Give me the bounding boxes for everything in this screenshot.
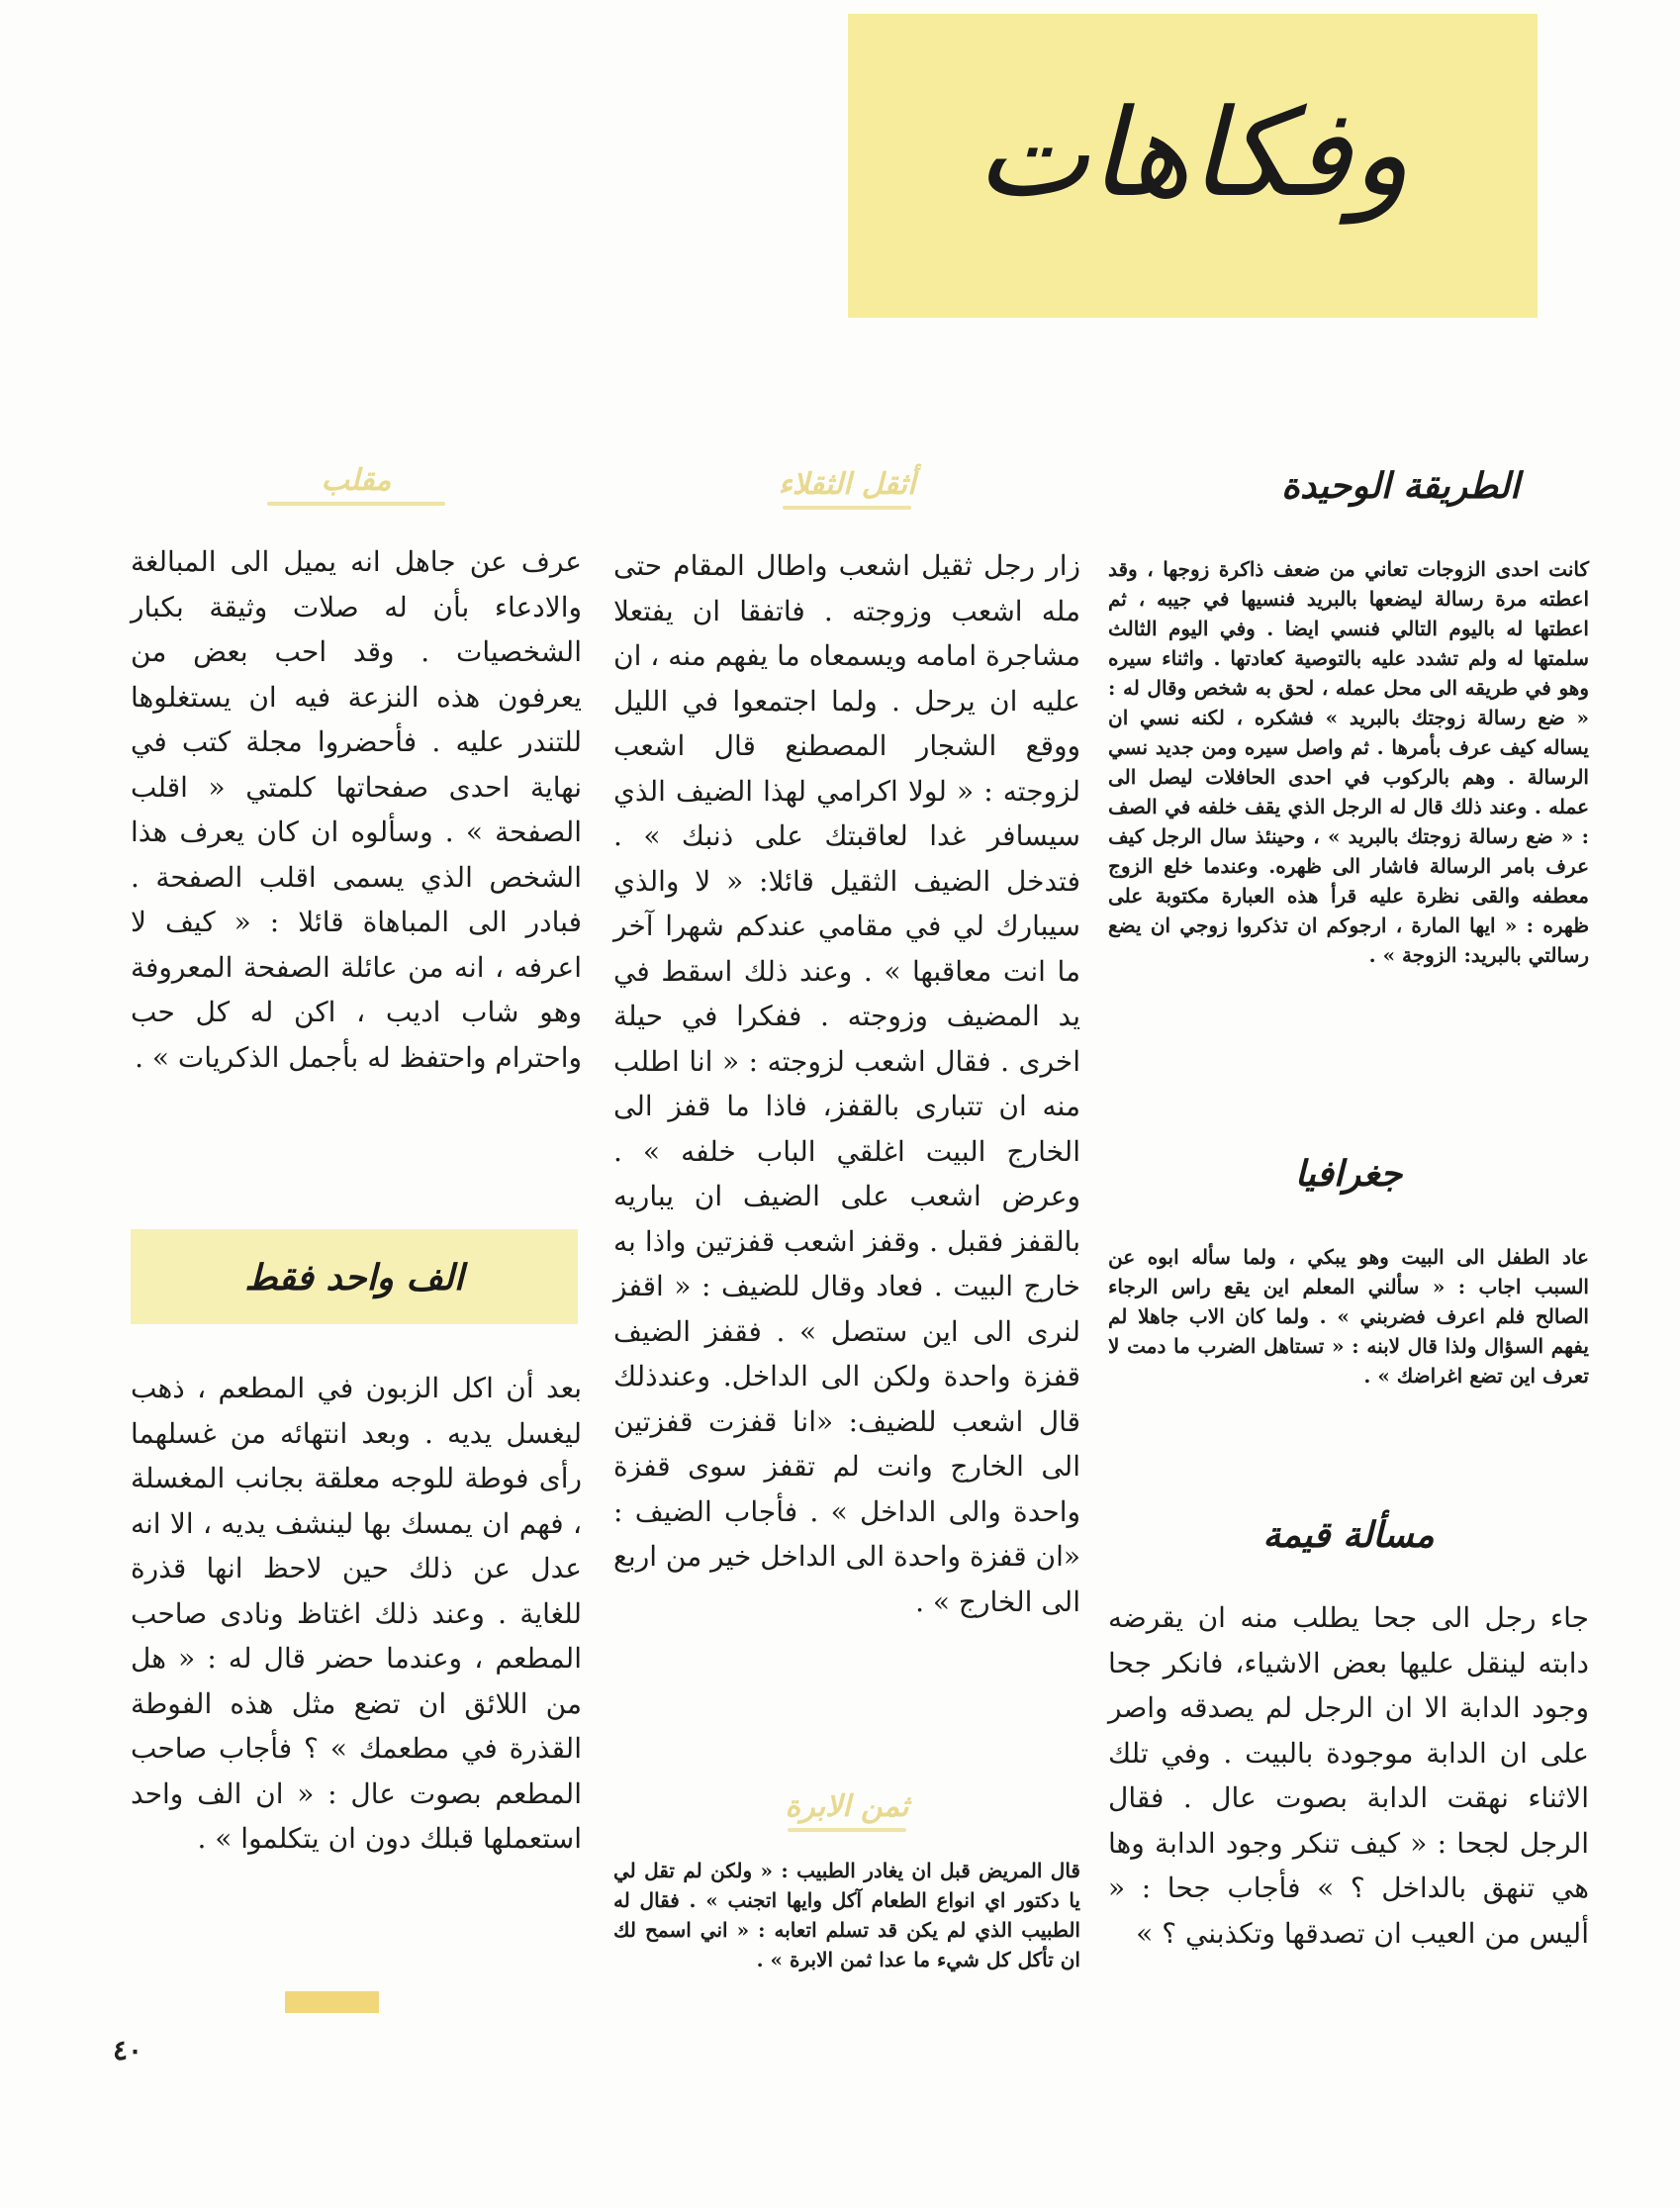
article-title: ثمن الابرة <box>785 1789 909 1824</box>
page-title: وفكاهات <box>976 83 1410 224</box>
article-body: بعد أن اكل الزبون في المطعم ، ذهب ليغسل يديه . وبعد انتهائه من غسلهما رأى فوطة للوجه معلقة بجانب المغسلة ، فهم ان يمسك بها لينشف يديه ، الا انه عدل عن ذلك حين لاحظ انها قذرة للغاية . وعند ذلك اغتاظ ونادى صاحب المطعم ، وعندما حضر قال له : « هل من اللائق ان تضع مثل هذه الفوطة القذرة في مطعمك » ؟ فأجاب صاحب المطعم بصوت عال : « ان الف واحد استعملها قبلك دون ان يتكلموا » . <box>131 1372 582 1855</box>
section-title-box <box>131 1229 578 1324</box>
page-number: ٤٠ <box>113 2034 143 2066</box>
article-valuable-question <box>1108 1514 1589 1956</box>
decorative-bar <box>285 1991 379 2013</box>
article-body: زار رجل ثقيل اشعب واطال المقام حتى مله اشعب وزوجته . فاتفقا ان يفتعلا مشاجرة امامه ويسمعاه ما يفهم منه ، ان عليه ان يرحل . ولما اجتمعوا في الليل ووقع الشجار المصطنع قال اشعب لزوجته : « لولا اكرامي لهذا الضيف الذي سيسافر غدا لعاقبتك على ذنبك » . فتدخل الضيف الثقيل قائلا: « لا والذي سيبارك لي في مقامي عندكم شهرا آخر ما انت معاقبها » . وعند ذلك اسقط في يد المضيف وزوجته . ففكرا في حيلة اخرى . فقال اشعب لزوجته : « انا اطلب منه ان تتبارى بالقفز، فاذا ما قفز الى الخارج البيت اغلقي الباب خلفه » . وعرض اشعب على الضيف ان يباريه بالقفز فقبل . وقفز اشعب قفزتين واذا به خارج البيت . فعاد وقال للضيف : « اقفز لنرى الى اين ستصل » . فقفز الضيف قفزة واحدة ولكن الى الداخل. وعندذلك قال اشعب للضيف: «انا قفزت قفزتين الى الخارج وانت لم تقفز سوى قفزة واحدة والى الداخل » . فأجاب الضيف : «ان قفزة واحدة الى الداخل خير من اربع الى الخارج » . <box>613 549 1080 1618</box>
article-body: جاء رجل الى جحا يطلب منه ان يقرضه دابته لينقل عليها بعض الاشياء، فانكر جحا وجود الدابة الا ان الرجل لم يصدقه واصر على ان الدابة موجودة بالبيت . وفي تلك الاثناء نهقت الدابة بصوت عال . فقال الرجل لجحا : « كيف تنكر وجود الدابة وها هي تنهق بالداخل ؟ » فأجاب جحا : « أليس من العيب ان تصدقها وتكذبني ؟ » <box>1108 1601 1589 1950</box>
article-one-thousand <box>131 1366 582 1862</box>
article-heaviest-guest <box>613 467 1080 1624</box>
article-flip <box>131 463 582 1080</box>
article-title: الف واحد فقط <box>244 1257 464 1298</box>
article-title: مسألة قيمة <box>1262 1514 1435 1556</box>
article-only-way <box>1108 465 1589 970</box>
article-geography <box>1108 1153 1589 1391</box>
article-body: عاد الطفل الى البيت وهو يبكي ، ولما سأله ابوه عن السبب اجاب : « سألني المعلم اين يقع راس الرجاء الصالح فلم اعرف فضربني » . ولما كان الاب جاهلا لم يفهم السؤال ولذا قال لابنه : « تستاهل الضرب ما دمت لا تعرف اين تضع اغراضك » . <box>1108 1245 1589 1388</box>
article-title: الطريقة الوحيدة <box>1281 465 1520 507</box>
article-title: أثقل الثقلاء <box>778 467 916 502</box>
article-body: عرف عن جاهل انه يميل الى المبالغة والادعاء بأن له صلات وثيقة بكبار الشخصيات . وقد احب بعض من يعرفون هذه النزعة فيه ان يستغلوها للتندر عليه . فأحضروا مجلة كتب في نهاية احدى صفحاتها كلمتي « اقلب الصفحة » . وسألوه ان كان يعرف هذا الشخص الذي يسمى اقلب الصفحة . فبادر الى المباهاة قائلا : « كيف لا اعرفه ، انه من عائلة الصفحة المعروفة وهو شاب اديب ، اكن له كل حب واحترام واحتفظ له بأجمل الذكريات » . <box>131 545 582 1074</box>
article-title: جغرافيا <box>1294 1153 1403 1195</box>
title-banner <box>848 14 1538 318</box>
article-body: قال المريض قبل ان يغادر الطبيب : « ولكن لم تقل لي يا دكتور اي انواع الطعام آكل وايها اتجنب » . فقال له الطبيب الذي لم يكن قد تسلم اتعابه : « اني اسمح لك ان تأكل كل شيء ما عدا ثمن الابرة » . <box>613 1859 1080 1971</box>
title-underline <box>267 502 445 506</box>
title-underline <box>783 506 911 510</box>
article-title: مقلب <box>321 463 392 498</box>
title-underline <box>788 1828 906 1832</box>
article-needle-price <box>613 1789 1080 1974</box>
article-body: كانت احدى الزوجات تعاني من ضعف ذاكرة زوجها ، وقد اعطته مرة رسالة ليضعها بالبريد فنسيها في جيبه ، ثم اعطتها له باليوم التالي فنسي ايضا . وفي اليوم الثالث سلمتها له ولم تشدد عليه بالتوصية كعادتها . واثناء سيره وهو في طريقه الى محل عمله ، لحق به شخص وقال له : « ضع رسالة زوجتك بالبريد » فشكره ، لكنه نسي ان يساله كيف عرف بأمرها . ثم واصل سيره ومن جديد نسي الرسالة . وهم بالركوب في احدى الحافلات ليصل الى عمله . وعند ذلك قال له الرجل الذي يقف خلفه في الصف : « ضع رسالة زوجتك بالبريد » ، وحينئذ سال الرجل كيف عرف بامر الرسالة فاشار الى ظهره. وعندما خلع الزوج معطفه والقى نظرة عليه قرأ هذه العبارة مكتوبة على ظهره : « ايها المارة ، ارجوكم ان تذكروا زوجي ان يضع رسالتي بالبريد: الزوجة » . <box>1108 557 1589 967</box>
